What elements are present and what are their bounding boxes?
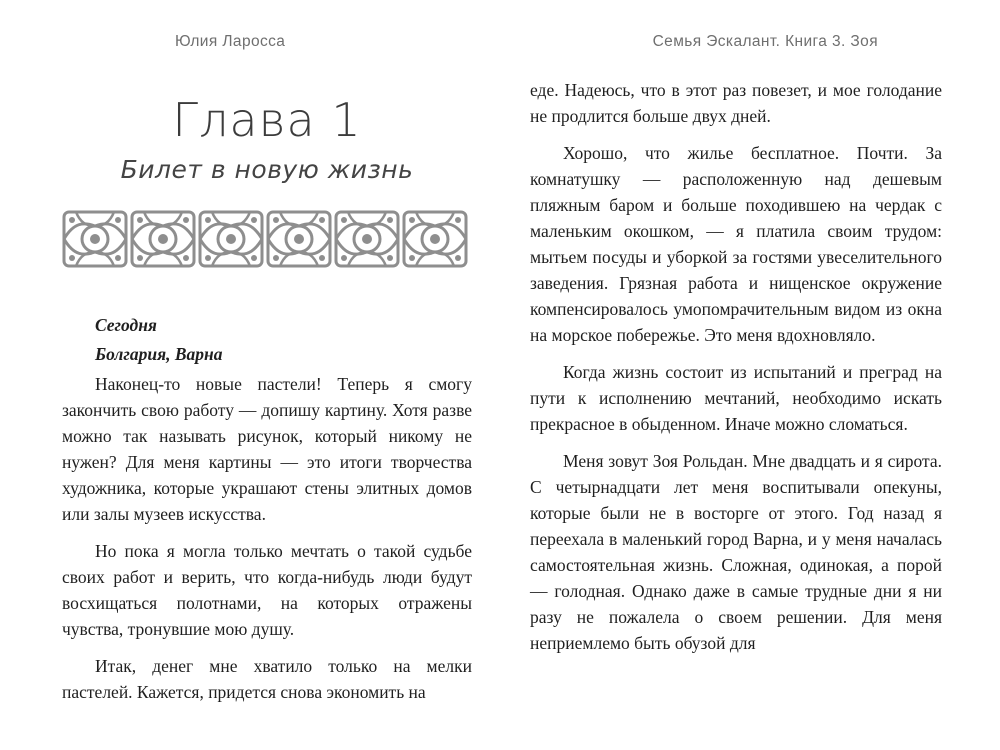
paragraph: Хорошо, что жилье бесплатное. Почти. За комнатушку — расположенную над дешевым пляжным баром и больше походившею на чердак с маленьким окошком, — я платила своим трудом: мытьем посуды и уборкой за гостями увеселительного заведения. Грязная работа и нищенское окружение компенсировалось умопомрачительным видом из окна на морское побережье. Это меня вдохновляло. bbox=[530, 143, 942, 345]
paragraph: Но пока я могла только мечтать о такой судьбе своих работ и верить, что когда-нибудь люди будут восхищаться полотнами, на которых отражены чувства, тронувшие мою душу. bbox=[62, 541, 472, 639]
section-label-date: Сегодня bbox=[95, 315, 157, 335]
celtic-knot-ornament-icon bbox=[62, 210, 472, 268]
paragraph: Наконец-то новые пастели! Теперь я смогу закончить свою работу — допишу картину. Хотя разве можно так называть рисунок, который никому не нужен? Для меня картины — это итоги творчества художника, которые украшают стены элитных домов или залы музеев искусства. bbox=[62, 374, 472, 524]
paragraph: Итак, денег мне хватило только на мелки пастелей. Кажется, придется снова экономить на bbox=[62, 656, 472, 702]
running-head-book-title: Семья Эскалант. Книга 3. Зоя bbox=[652, 33, 878, 50]
left-page-text bbox=[62, 312, 472, 716]
paragraph-continuation: еде. Надеюсь, что в этот раз повезет, и мое голодание не продлится больше двух дней. bbox=[530, 80, 942, 126]
chapter-number: Глава 1 bbox=[172, 93, 362, 147]
right-page-text bbox=[530, 77, 942, 667]
chapter-title: Билет в новую жизнь bbox=[120, 155, 414, 184]
chapter-heading bbox=[62, 92, 472, 186]
running-head-author: Юлия Ларосса bbox=[175, 33, 286, 50]
paragraph: Когда жизнь состоит из испытаний и преград на пути к исполнению мечтаний, необходимо искать прекрасное в обыденном. Иначе можно сломаться. bbox=[530, 362, 942, 434]
section-label-place: Болгария, Варна bbox=[95, 344, 223, 364]
paragraph: Меня зовут Зоя Рольдан. Мне двадцать и я сирота. С четырнадцати лет меня воспитывали опекуны, которые были не в восторге от этого. Год назад я переехала в маленький город Варна, и у меня началась самостоятельная жизнь. Сложная, одинокая, а порой — голодная. Однако даже в самые трудные дни я ни разу не пожалела о своем решении. Для меня неприемлемо быть обузой для bbox=[530, 451, 942, 653]
